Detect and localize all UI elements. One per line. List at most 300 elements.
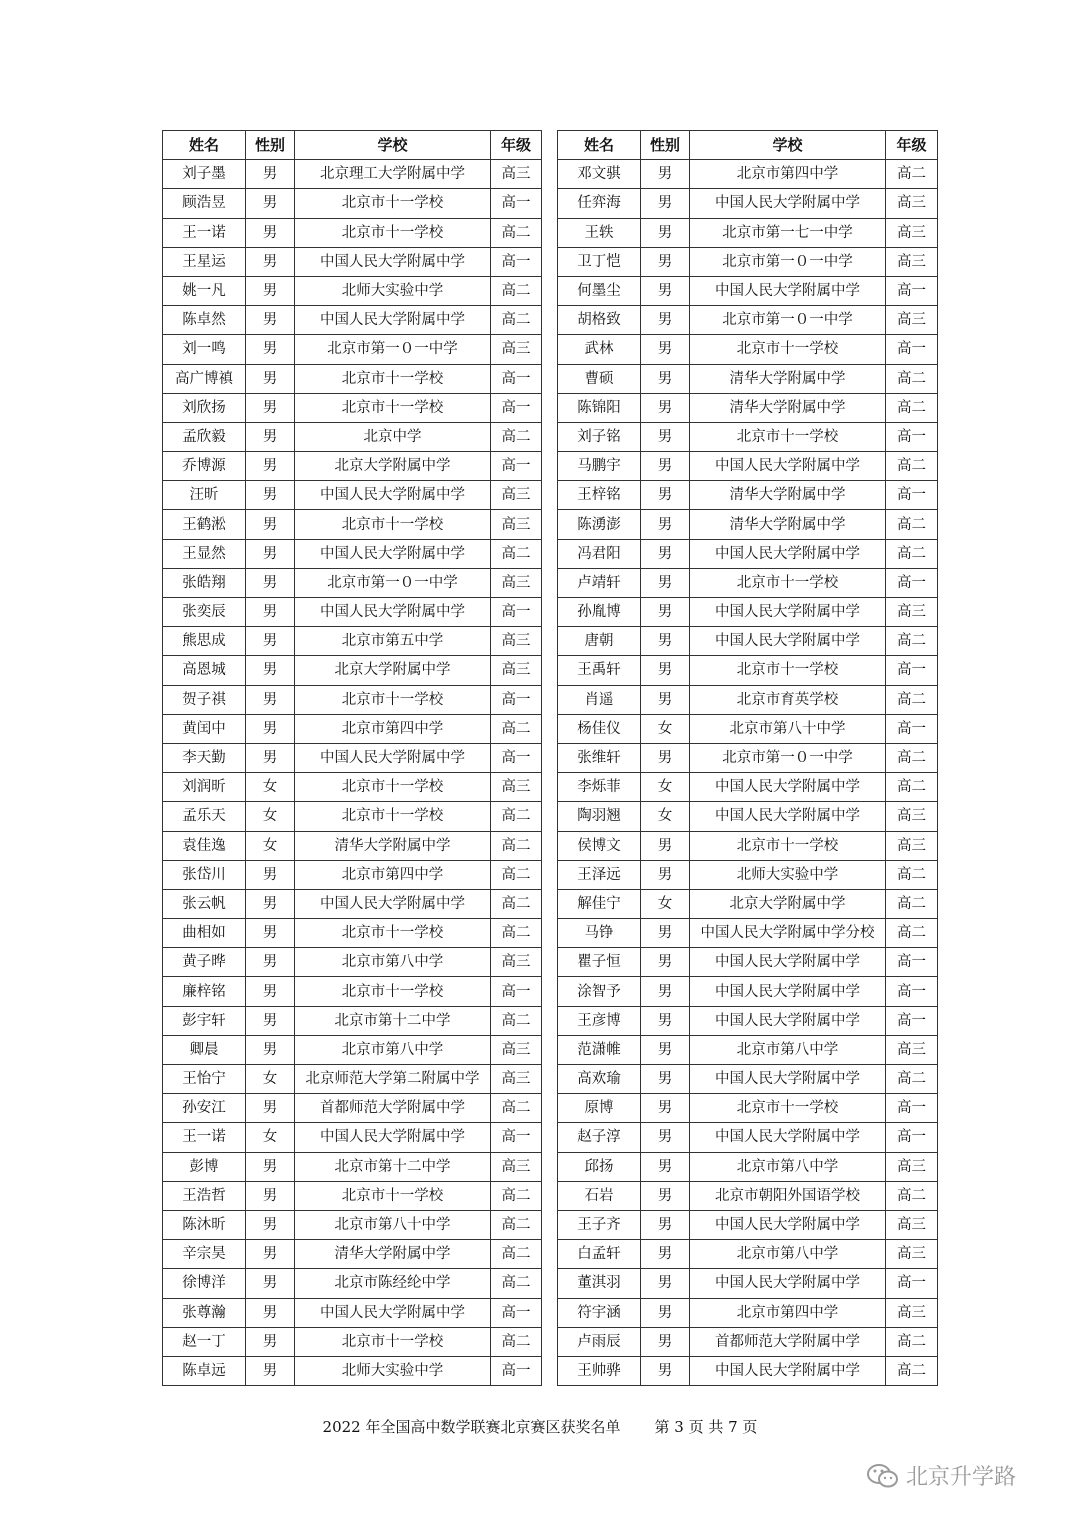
grade-cell: 高二: [491, 276, 542, 305]
grade-cell: 高一: [491, 1298, 542, 1327]
table-row: [163, 160, 542, 189]
gender-cell: 男: [246, 218, 295, 247]
grade-cell: 高二: [491, 1240, 542, 1269]
name-cell: 符宇涵: [558, 1298, 641, 1327]
gender-cell: 男: [641, 568, 690, 597]
gender-cell: 男: [246, 1035, 295, 1064]
table-row: [163, 1065, 542, 1094]
school-cell: 中国人民大学附属中学: [295, 743, 491, 772]
grade-cell: 高二: [886, 685, 938, 714]
school-cell: 清华大学附属中学: [690, 364, 886, 393]
school-cell: 北京大学附属中学: [295, 656, 491, 685]
grade-cell: 高二: [491, 889, 542, 918]
gender-cell: 男: [641, 218, 690, 247]
school-cell: 北京市十一学校: [295, 977, 491, 1006]
school-cell: 中国人民大学附属中学: [690, 802, 886, 831]
grade-cell: 高二: [491, 1094, 542, 1123]
grade-cell: 高一: [491, 247, 542, 276]
name-cell: 刘润昕: [163, 773, 246, 802]
gender-cell: 男: [641, 189, 690, 218]
gender-cell: 男: [641, 1356, 690, 1385]
school-cell: 清华大学附属中学: [690, 481, 886, 510]
name-cell: 袁佳逸: [163, 831, 246, 860]
name-cell: 王一诺: [163, 218, 246, 247]
grade-cell: 高二: [886, 1181, 938, 1210]
school-cell: 北京市十一学校: [690, 568, 886, 597]
gender-cell: 女: [246, 1123, 295, 1152]
table-row: [558, 218, 938, 247]
grade-cell: 高三: [886, 306, 938, 335]
name-cell: 王显然: [163, 539, 246, 568]
school-cell: 中国人民大学附属中学: [690, 189, 886, 218]
gender-cell: 男: [641, 1094, 690, 1123]
grade-cell: 高二: [491, 218, 542, 247]
gender-cell: 男: [246, 510, 295, 539]
gender-cell: 男: [246, 1181, 295, 1210]
name-cell: 杨佳仪: [558, 714, 641, 743]
name-cell: 张岱川: [163, 860, 246, 889]
school-cell: 北京市十一学校: [295, 1181, 491, 1210]
table-row: [163, 860, 542, 889]
gender-cell: 男: [246, 247, 295, 276]
table-row: [558, 335, 938, 364]
watermark: [866, 1460, 1016, 1491]
gender-cell: 男: [641, 919, 690, 948]
name-cell: 曹硕: [558, 364, 641, 393]
school-cell: 中国人民大学附属中学: [295, 1298, 491, 1327]
name-cell: 陈卓然: [163, 306, 246, 335]
school-cell: 北京市十一学校: [295, 189, 491, 218]
grade-cell: 高二: [491, 1006, 542, 1035]
name-cell: 马铮: [558, 919, 641, 948]
name-cell: 王梓铭: [558, 481, 641, 510]
grade-cell: 高二: [491, 860, 542, 889]
table-row: [163, 656, 542, 685]
gender-cell: 男: [246, 1152, 295, 1181]
name-cell: 张维轩: [558, 743, 641, 772]
table-row: [163, 802, 542, 831]
grade-cell: 高三: [886, 598, 938, 627]
table-row: [163, 510, 542, 539]
gender-cell: 男: [641, 1240, 690, 1269]
name-cell: 廉梓铭: [163, 977, 246, 1006]
gender-cell: 男: [246, 452, 295, 481]
wechat-icon: [866, 1462, 900, 1490]
table-row: [163, 831, 542, 860]
header-grade: 年级: [886, 131, 938, 160]
name-cell: 顾浩昱: [163, 189, 246, 218]
name-cell: 陈卓远: [163, 1356, 246, 1385]
grade-cell: 高二: [886, 160, 938, 189]
gender-cell: 男: [246, 919, 295, 948]
gender-cell: 男: [246, 568, 295, 597]
gender-cell: 男: [246, 889, 295, 918]
school-cell: 北京市第一０一中学: [295, 335, 491, 364]
grade-cell: 高三: [886, 247, 938, 276]
grade-cell: 高一: [886, 276, 938, 305]
table-row: [163, 1269, 542, 1298]
grade-cell: 高一: [491, 364, 542, 393]
gender-cell: 男: [246, 1006, 295, 1035]
table-row: [558, 919, 938, 948]
school-cell: 北京市十一学校: [295, 773, 491, 802]
table-row: [163, 1035, 542, 1064]
grade-cell: 高一: [491, 685, 542, 714]
award-table-left: [162, 130, 542, 1386]
name-cell: 孟乐天: [163, 802, 246, 831]
school-cell: 北京理工大学附属中学: [295, 160, 491, 189]
school-cell: 北京市十一学校: [690, 422, 886, 451]
name-cell: 卫丁恺: [558, 247, 641, 276]
school-cell: 中国人民大学附属中学: [690, 773, 886, 802]
table-row: [558, 1298, 938, 1327]
grade-cell: 高三: [491, 568, 542, 597]
school-cell: 北京市第一０一中学: [690, 743, 886, 772]
grade-cell: 高一: [491, 393, 542, 422]
name-cell: 武林: [558, 335, 641, 364]
table-row: [163, 889, 542, 918]
name-cell: 董淇羽: [558, 1269, 641, 1298]
name-cell: 解佳宁: [558, 889, 641, 918]
table-row: [558, 189, 938, 218]
table-row: [558, 1152, 938, 1181]
gender-cell: 男: [246, 685, 295, 714]
header-grade: 年级: [491, 131, 542, 160]
grade-cell: 高三: [886, 1035, 938, 1064]
school-cell: 北京市十一学校: [295, 393, 491, 422]
school-cell: 北京市十一学校: [295, 1327, 491, 1356]
gender-cell: 女: [641, 714, 690, 743]
name-cell: 王一诺: [163, 1123, 246, 1152]
table-row: [163, 481, 542, 510]
school-cell: 北京市第八中学: [690, 1240, 886, 1269]
gender-cell: 男: [641, 1065, 690, 1094]
grade-cell: 高二: [491, 1269, 542, 1298]
gender-cell: 男: [246, 306, 295, 335]
school-cell: 北京市十一学校: [295, 364, 491, 393]
gender-cell: 男: [246, 948, 295, 977]
gender-cell: 男: [246, 627, 295, 656]
table-row: [163, 1240, 542, 1269]
name-cell: 陈沐昕: [163, 1210, 246, 1239]
gender-cell: 男: [641, 364, 690, 393]
table-row: [558, 714, 938, 743]
school-cell: 中国人民大学附属中学: [690, 977, 886, 1006]
name-cell: 何墨尘: [558, 276, 641, 305]
grade-cell: 高三: [886, 189, 938, 218]
gender-cell: 男: [246, 1240, 295, 1269]
grade-cell: 高一: [886, 568, 938, 597]
grade-cell: 高三: [491, 627, 542, 656]
name-cell: 陈锦阳: [558, 393, 641, 422]
name-cell: 范潇帷: [558, 1035, 641, 1064]
school-cell: 中国人民大学附属中学: [690, 539, 886, 568]
table-row: [163, 1356, 542, 1385]
school-cell: 北京市第一七一中学: [690, 218, 886, 247]
school-cell: 北京市第四中学: [690, 1298, 886, 1327]
grade-cell: 高二: [491, 1210, 542, 1239]
gender-cell: 男: [641, 1152, 690, 1181]
grade-cell: 高二: [886, 1065, 938, 1094]
gender-cell: 男: [641, 977, 690, 1006]
grade-cell: 高三: [886, 802, 938, 831]
gender-cell: 男: [246, 364, 295, 393]
school-cell: 中国人民大学附属中学分校: [690, 919, 886, 948]
table-row: [558, 539, 938, 568]
school-cell: 北师大实验中学: [690, 860, 886, 889]
gender-cell: 女: [246, 773, 295, 802]
table-row: [163, 276, 542, 305]
name-cell: 刘欣扬: [163, 393, 246, 422]
table-row: [558, 948, 938, 977]
table-row: [163, 919, 542, 948]
school-cell: 清华大学附属中学: [295, 1240, 491, 1269]
name-cell: 王彦博: [558, 1006, 641, 1035]
name-cell: 侯博文: [558, 831, 641, 860]
table-row: [558, 1035, 938, 1064]
page-number: 第 3 页 共 7 页: [654, 1418, 758, 1436]
school-cell: 中国人民大学附属中学: [690, 1006, 886, 1035]
school-cell: 中国人民大学附属中学: [690, 1210, 886, 1239]
school-cell: 北京市第四中学: [295, 860, 491, 889]
school-cell: 中国人民大学附属中学: [690, 1269, 886, 1298]
name-cell: 任弈海: [558, 189, 641, 218]
name-cell: 王轶: [558, 218, 641, 247]
grade-cell: 高二: [491, 1181, 542, 1210]
grade-cell: 高一: [491, 1123, 542, 1152]
grade-cell: 高二: [886, 889, 938, 918]
grade-cell: 高一: [491, 977, 542, 1006]
name-cell: 高广博禛: [163, 364, 246, 393]
name-cell: 张尊瀚: [163, 1298, 246, 1327]
table-row: [163, 393, 542, 422]
grade-cell: 高二: [886, 539, 938, 568]
table-row: [558, 393, 938, 422]
name-cell: 王禹轩: [558, 656, 641, 685]
grade-cell: 高二: [886, 627, 938, 656]
table-row: [163, 364, 542, 393]
grade-cell: 高三: [491, 656, 542, 685]
gender-cell: 男: [641, 656, 690, 685]
table-row: [163, 1298, 542, 1327]
grade-cell: 高三: [886, 831, 938, 860]
name-cell: 徐博洋: [163, 1269, 246, 1298]
name-cell: 原博: [558, 1094, 641, 1123]
table-row: [163, 1181, 542, 1210]
school-cell: 北京市第八十中学: [690, 714, 886, 743]
name-cell: 黄子晔: [163, 948, 246, 977]
grade-cell: 高三: [491, 160, 542, 189]
grade-cell: 高一: [491, 452, 542, 481]
name-cell: 曲相如: [163, 919, 246, 948]
gender-cell: 男: [641, 247, 690, 276]
table-row: [558, 452, 938, 481]
name-cell: 孙胤博: [558, 598, 641, 627]
table-row: [163, 452, 542, 481]
gender-cell: 女: [246, 831, 295, 860]
name-cell: 辛宗昊: [163, 1240, 246, 1269]
school-cell: 北京市第十二中学: [295, 1006, 491, 1035]
grade-cell: 高二: [491, 714, 542, 743]
school-cell: 北京市第八中学: [690, 1152, 886, 1181]
gender-cell: 男: [641, 393, 690, 422]
gender-cell: 男: [641, 306, 690, 335]
table-row: [558, 860, 938, 889]
gender-cell: 男: [246, 1327, 295, 1356]
grade-cell: 高三: [491, 773, 542, 802]
table-row: [163, 714, 542, 743]
name-cell: 张皓翔: [163, 568, 246, 597]
table-row: [163, 685, 542, 714]
name-cell: 邱扬: [558, 1152, 641, 1181]
name-cell: 冯君阳: [558, 539, 641, 568]
name-cell: 孙安江: [163, 1094, 246, 1123]
grade-cell: 高三: [491, 948, 542, 977]
table-header-row: [558, 131, 938, 160]
school-cell: 北京市十一学校: [295, 919, 491, 948]
grade-cell: 高二: [886, 743, 938, 772]
watermark-text: 北京升学路: [906, 1465, 1017, 1490]
grade-cell: 高一: [886, 948, 938, 977]
grade-cell: 高一: [491, 189, 542, 218]
school-cell: 北京市十一学校: [690, 656, 886, 685]
school-cell: 中国人民大学附属中学: [295, 481, 491, 510]
grade-cell: 高三: [491, 510, 542, 539]
table-row: [163, 1152, 542, 1181]
header-school: 学校: [690, 131, 886, 160]
school-cell: 北京市第一０一中学: [690, 306, 886, 335]
gender-cell: 男: [641, 831, 690, 860]
table-row: [558, 1065, 938, 1094]
page-footer: [0, 1416, 1080, 1437]
school-cell: 北京市朝阳外国语学校: [690, 1181, 886, 1210]
gender-cell: 男: [641, 1269, 690, 1298]
table-row: [558, 977, 938, 1006]
table-row: [558, 889, 938, 918]
school-cell: 中国人民大学附属中学: [295, 247, 491, 276]
gender-cell: 女: [641, 773, 690, 802]
school-cell: 首都师范大学附属中学: [295, 1094, 491, 1123]
school-cell: 中国人民大学附属中学: [295, 539, 491, 568]
gender-cell: 男: [641, 481, 690, 510]
table-row: [163, 335, 542, 364]
gender-cell: 男: [641, 276, 690, 305]
name-cell: 贺子祺: [163, 685, 246, 714]
gender-cell: 男: [246, 481, 295, 510]
grade-cell: 高二: [886, 773, 938, 802]
school-cell: 北京中学: [295, 422, 491, 451]
grade-cell: 高三: [491, 1065, 542, 1094]
grade-cell: 高一: [491, 743, 542, 772]
table-row: [558, 685, 938, 714]
table-header-row: [163, 131, 542, 160]
gender-cell: 男: [246, 1094, 295, 1123]
gender-cell: 男: [246, 189, 295, 218]
name-cell: 王鹤淞: [163, 510, 246, 539]
gender-cell: 男: [641, 1035, 690, 1064]
name-cell: 胡格致: [558, 306, 641, 335]
gender-cell: 男: [246, 714, 295, 743]
school-cell: 北京市育英学校: [690, 685, 886, 714]
gender-cell: 男: [246, 1298, 295, 1327]
school-cell: 北京市陈经纶中学: [295, 1269, 491, 1298]
gender-cell: 男: [641, 743, 690, 772]
grade-cell: 高一: [886, 1269, 938, 1298]
table-row: [163, 306, 542, 335]
grade-cell: 高三: [886, 1152, 938, 1181]
gender-cell: 男: [641, 1181, 690, 1210]
school-cell: 首都师范大学附属中学: [690, 1327, 886, 1356]
grade-cell: 高二: [491, 831, 542, 860]
school-cell: 北京市第一０一中学: [690, 247, 886, 276]
grade-cell: 高二: [886, 1327, 938, 1356]
school-cell: 北京大学附属中学: [690, 889, 886, 918]
name-cell: 王怡宁: [163, 1065, 246, 1094]
school-cell: 北京市十一学校: [295, 218, 491, 247]
gender-cell: 男: [641, 1327, 690, 1356]
name-cell: 肖遥: [558, 685, 641, 714]
table-row: [163, 1094, 542, 1123]
name-cell: 彭博: [163, 1152, 246, 1181]
gender-cell: 男: [246, 393, 295, 422]
name-cell: 赵子淳: [558, 1123, 641, 1152]
school-cell: 北京市十一学校: [295, 685, 491, 714]
gender-cell: 女: [641, 802, 690, 831]
school-cell: 北师大实验中学: [295, 276, 491, 305]
grade-cell: 高一: [886, 1006, 938, 1035]
school-cell: 北京市第十二中学: [295, 1152, 491, 1181]
name-cell: 李烁菲: [558, 773, 641, 802]
grade-cell: 高三: [886, 1210, 938, 1239]
grade-cell: 高二: [491, 306, 542, 335]
name-cell: 白孟轩: [558, 1240, 641, 1269]
gender-cell: 男: [641, 422, 690, 451]
grade-cell: 高三: [491, 1035, 542, 1064]
table-row: [558, 1269, 938, 1298]
name-cell: 张云帆: [163, 889, 246, 918]
school-cell: 北京市十一学校: [690, 335, 886, 364]
table-row: [163, 1327, 542, 1356]
school-cell: 北京大学附属中学: [295, 452, 491, 481]
grade-cell: 高二: [886, 1356, 938, 1385]
header-name: 姓名: [163, 131, 246, 160]
grade-cell: 高二: [886, 510, 938, 539]
school-cell: 北京市第八中学: [295, 1035, 491, 1064]
table-row: [558, 1240, 938, 1269]
table-row: [558, 1210, 938, 1239]
name-cell: 刘一鸣: [163, 335, 246, 364]
grade-cell: 高二: [491, 919, 542, 948]
gender-cell: 男: [641, 539, 690, 568]
grade-cell: 高一: [886, 1094, 938, 1123]
school-cell: 北京市十一学校: [690, 831, 886, 860]
table-row: [163, 1006, 542, 1035]
gender-cell: 男: [641, 1298, 690, 1327]
school-cell: 中国人民大学附属中学: [690, 1065, 886, 1094]
school-cell: 中国人民大学附属中学: [690, 627, 886, 656]
grade-cell: 高二: [491, 539, 542, 568]
table-row: [163, 247, 542, 276]
name-cell: 马鹏宇: [558, 452, 641, 481]
table-row: [558, 1327, 938, 1356]
name-cell: 卢雨辰: [558, 1327, 641, 1356]
table-row: [163, 773, 542, 802]
school-cell: 中国人民大学附属中学: [690, 598, 886, 627]
gender-cell: 男: [246, 743, 295, 772]
footer-title: 2022 年全国高中数学联赛北京赛区获奖名单: [322, 1418, 621, 1436]
grade-cell: 高一: [886, 656, 938, 685]
gender-cell: 男: [641, 1123, 690, 1152]
